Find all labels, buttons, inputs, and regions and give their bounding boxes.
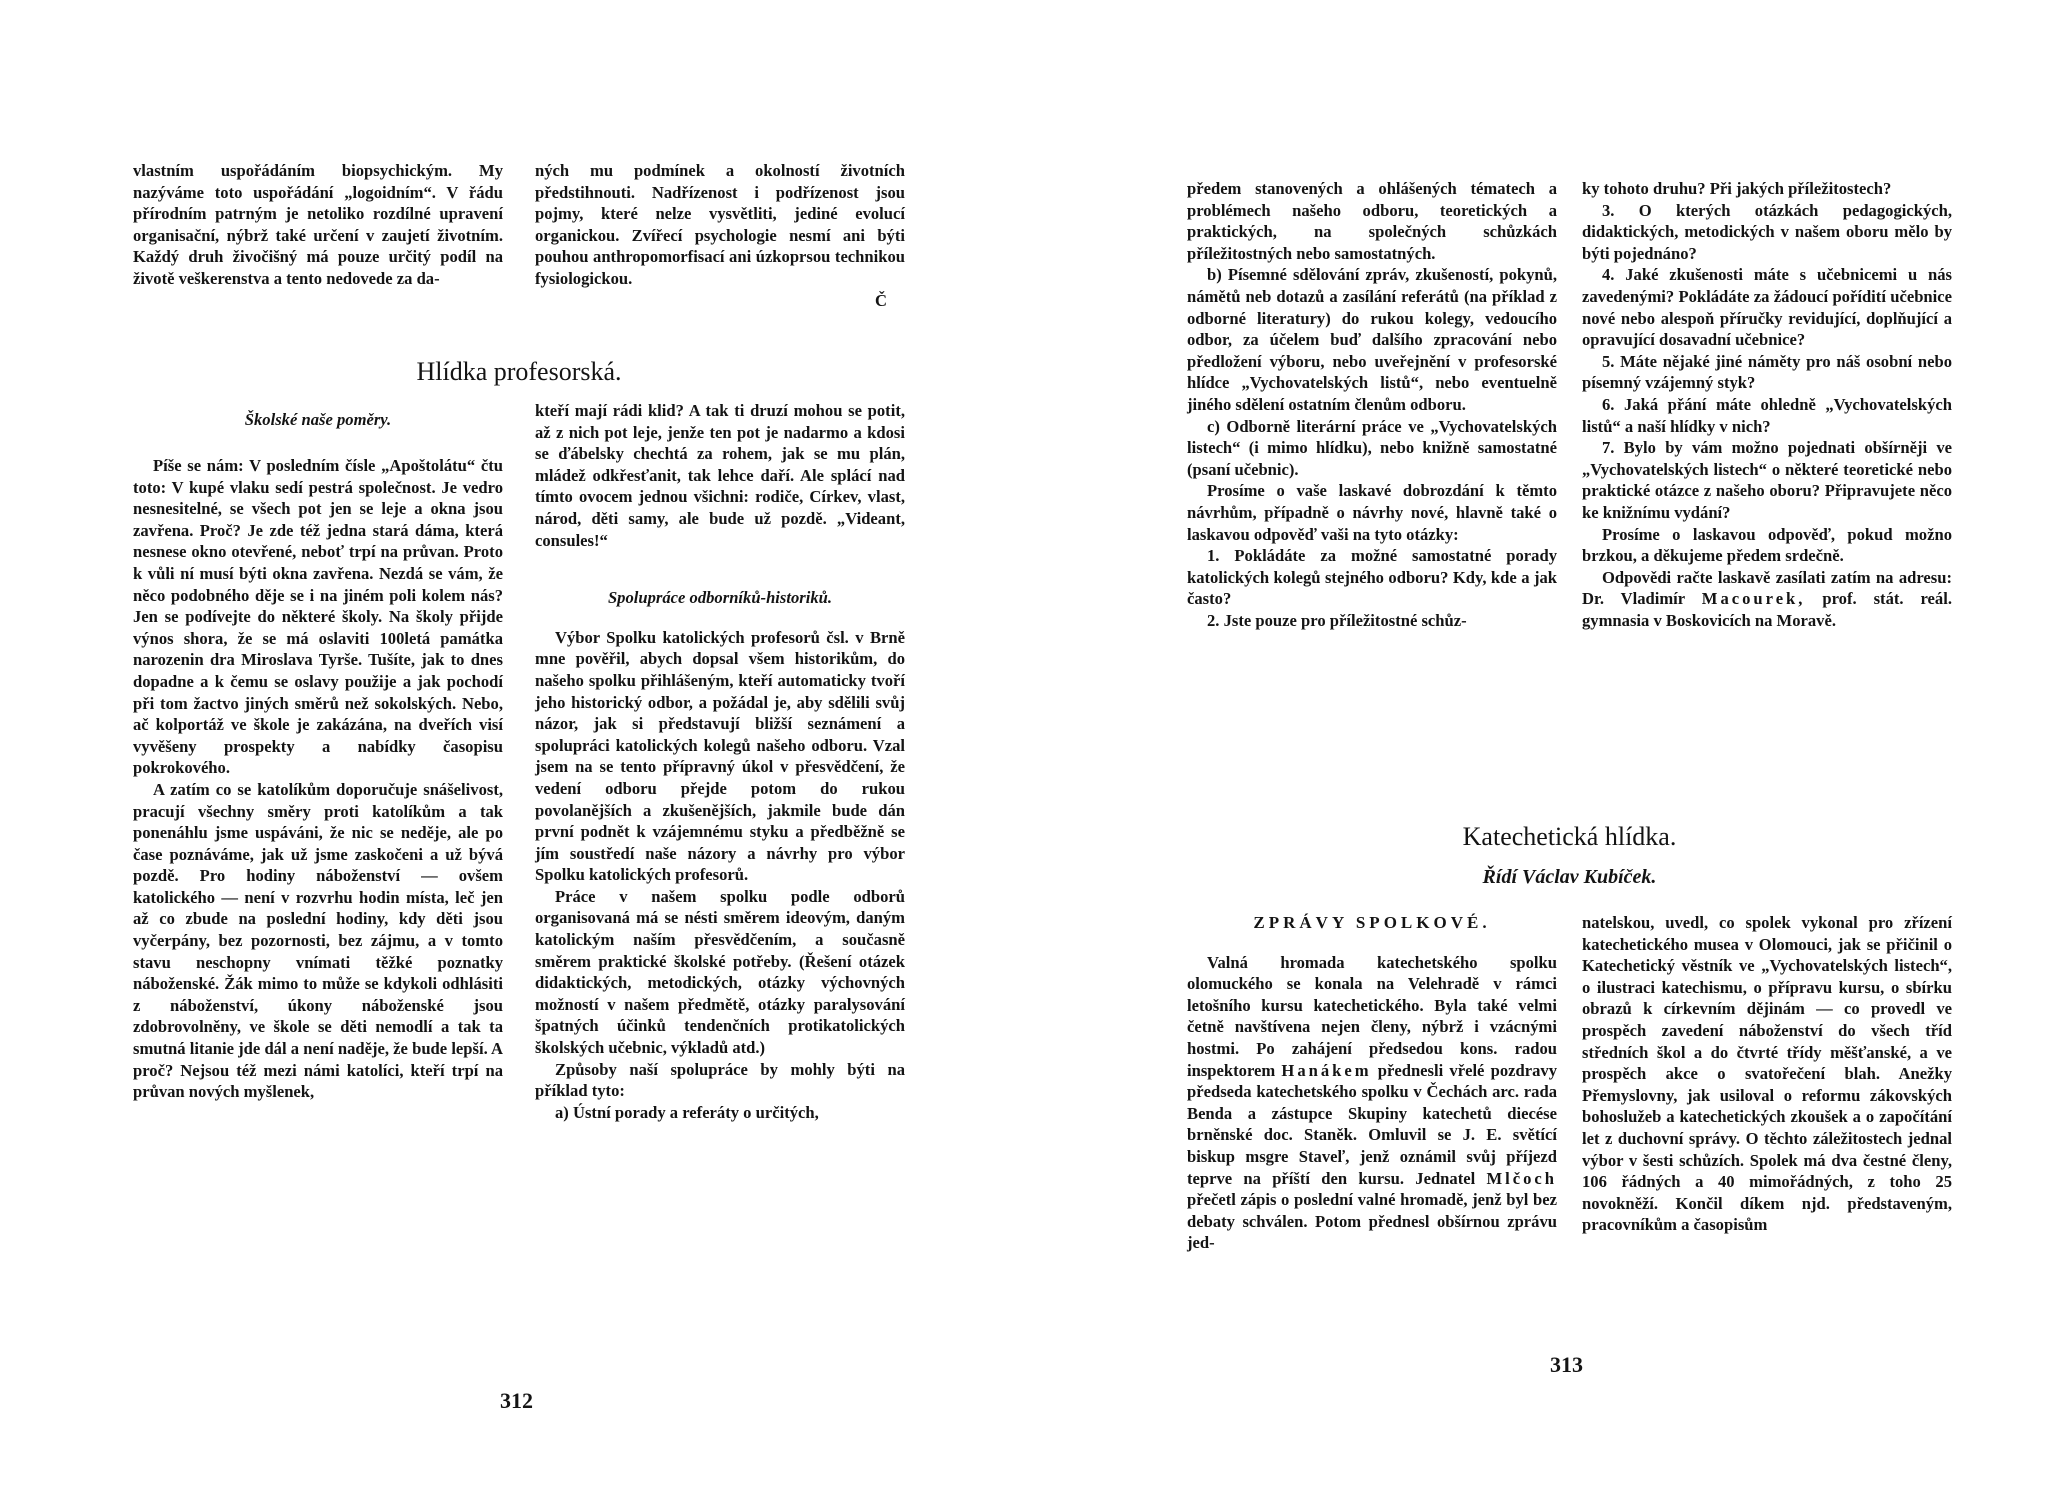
news-lead: Valná hromada katechetského spolku olomuckého: [1187, 952, 1557, 994]
right-col1-paragraph-3: c) Odborně literární práce ve „Vychovatelských listech“ (i mimo hlídku), nebo knižně samostatné (psaní učebnic).: [1187, 416, 1557, 479]
right-page: [1032, 0, 2064, 1500]
left-intro-paragraph-1: vlastním uspořádáním biopsychickým. My nazýváme toto uspořádání „logoidním“. V řádu přírodním patrným je netoliko rozdílné upravení organisační, nýbrž také určení v zaujetí životním. Každý druh živočišný má pouze určitý podíl na životě veškerenstva a tento nedovede za da-: [133, 161, 503, 288]
right-col2-paragraph-2: 3. O kterých otázkách pedagogických, didaktických, metodických v našem oboru mělo by býti pojednáno?: [1582, 200, 1952, 263]
news-text-a: se konala na Velehradě v rámci letošního kursu katechetického. Byla také velmi četně navštívena nejen členy, nýbrž i vzácnými hostmi. Po zahájení předsedou kons. radou inspektorem: [1187, 974, 1557, 1080]
news-paragraph-1: [1187, 952, 1557, 1254]
section-title-hlidka-profesorska: Hlídka profesorská.: [416, 357, 622, 386]
right-col2-paragraph-6: 7. Bylo by vám možno pojednati obšírněji ve „Vychovatelských listech“ o některé teoretické nebo praktické otázce z našeho oboru? Připravujete něco ke knižnímu vydání?: [1582, 438, 1952, 522]
news-paragraph-2: natelskou, uvedl, co spolek vykonal pro zřízení katechetického musea v Olomouci, jak se přičinil o Katechetický věstník ve „Vychovatelských listech“, o ilustraci katechismu, o přípravu kursu, o sbírku obrazů k církevním dějinám — co provedl ve prospěch zavedení náboženství do všech tříd středních škol a do čtvrté třídy měšťanské, a ve prospěch akce o svatořečení blah. Anežky Přemyslovny, jak usiloval o reformu zákovských bohoslužeb a katechetických zkoušek a o započítání let z duchovní správy. O těchto záležitostech jednal výbor v šesti schůzích. Spolek má dva čestné členy, 106 řádných a 40 mimořádných, z toho 25 novokněží. Končil díkem njd. představeným, pracovníkům a časopisům: [1582, 913, 1952, 1235]
left-col2-paragraph-4: Způsoby naší spolupráce by mohly býti na příklad tyto:: [535, 1059, 905, 1101]
news-text-c: přečetl zápis o poslední valné hromadě, jenž byl bez debaty schválen. Potom přednesl obšírnou zprávu jed-: [1187, 1190, 1557, 1253]
right-column-2: [1582, 178, 1952, 631]
right-col2-paragraph-3: 4. Jaké zkušenosti máte s učebnicemi u nás zavedenými? Pokládáte za žádoucí pořídití učebnice nové nebo alespoň příručky revidující, doplňující a opravující dosavadní učebnice?: [1582, 265, 1952, 350]
left-intro-paragraph-2: ných mu podmínek a okolností životních předstihnouti. Nadřízenost i podřízenost jsou pojmy, které nelze vysvětliti, jediné evolucí organickou. Zvířecí psychologie nesmí ani býti pouhou anthropomorfisací ani úzkoprsou technikou fysiologickou.: [535, 161, 905, 288]
left-col2-paragraph-1: kteří mají rádi klid? A tak ti druzí mohou se potit, až z nich pot leje, jenže ten pot je nadarmo a kdosi se ďábelsky chechtá za rohem, jak se mu plán, mládež odkřesťanit, tak lehce daří. Ale splácí nad tímto ovocem jednou všichni: rodiče, Církev, vlast, národ, děti samy, ale bude už pozdě. „Videant, consules!“: [535, 401, 905, 550]
page-number-313: 313: [1550, 1352, 1583, 1377]
right-col2-paragraph-4: 5. Máte nějaké jiné náměty pro náš osobní nebo písemný vzájemný styk?: [1582, 351, 1952, 393]
left-column-2: [535, 400, 905, 1123]
right-col2-paragraph-1: ky tohoto druhu? Při jakých příležitostech?: [1582, 179, 1892, 198]
left-col1-paragraph-2: A zatím co se katolíkům doporučuje snášelivost, pracují všechny směry proti katolíkům a tak ponenáhlu jsme uspáváni, že nic se neděje, ale po čase poznáváme, jak už jsme zaskočeni a už bývá pozdě. Pro hodiny náboženství — ovšem katolického — není v rozvrhu hodin místa, leč jen až co zbude na poslední hodiny, kdy děti jsou vyčerpány, bez pozornosti, bez zájmu, a v tomto stavu neschopny vnímati těžké poznatky náboženské. Žák mimo to může se kdykoli odhlásiti z náboženství, úkony náboženské jsou zdobrovolněny, ve škole se děti nemodlí a tak ta smutná litanie jde dál a není naděje, že bude lepší. A proč? Nejsou též mezi námi katolíci, kteří trpí na průvan nových myšlenek,: [133, 779, 503, 1102]
intro-signature: Č: [875, 290, 887, 310]
left-intro-column-2: [535, 160, 905, 311]
article-title-spoluprace: Spolupráce odborníků-historiků.: [607, 588, 833, 608]
right-col2-paragraph-5: 6. Jaká přání máte ohledně „Vychovatelských listů“ a naší hlídky v nich?: [1582, 394, 1952, 436]
section-title-katecheticka-hlidka: Katechetická hlídka.: [1462, 822, 1677, 851]
right-news-column-2: [1582, 912, 1952, 1236]
right-news-column-1: [1187, 912, 1557, 1254]
right-col1-paragraph-6: 2. Jste pouze pro příležitostné schůz-: [1207, 610, 1467, 630]
page-number-312: 312: [500, 1388, 533, 1413]
address-text-start: Odpovědi račte laskavě zasílati zatím na adresu: Dr. Vladimír: [1582, 567, 1952, 609]
news-text-b: přednesli vřelé pozdravy předseda katechetského spolku v Čechách arc. rada Benda a zástupce Skupiny katechetů diecése brněnské doc. Staněk. Omluvil se J. E. světící biskup msgre Staveľ, jenž oznámil svůj příjezd teprve na příští den kursu. Jednatel: [1187, 1060, 1557, 1188]
editor-line: Řídí Václav Kubíček.: [1482, 866, 1657, 888]
left-column-1: [133, 455, 503, 1103]
right-col2-paragraph-7: Prosíme o laskavou odpověď, pokud možno brzkou, a děkujeme předem srdečně.: [1582, 524, 1952, 566]
right-col1-paragraph-5: 1. Pokládáte za možné samostatné porady katolických kolegů stejného odboru? Kdy, kde a jak často?: [1187, 546, 1557, 609]
right-col2-paragraph-8: [1582, 567, 1952, 632]
left-col2-paragraph-3: Práce v našem spolku podle odborů organisovaná má se nésti směrem ideovým, daným katolickým naším přesvědčením, a současně směrem praktické školské potřeby. (Řešení otázek didaktických, metodických, otázky výchovných možností v našem předmětě, otázky paralysování špatných účinků tendenčních protikatolických školských učebnic, výkladů atd.): [535, 886, 905, 1058]
article-title-skolske-pomery: Školské naše poměry.: [244, 410, 392, 429]
right-col1-paragraph-2: b) Písemné sdělování zpráv, zkušeností, pokynů, námětů neb dotazů a zasílání referátů (na příklad z odborné literatury) do rukou kolegy, vedoucího odbor, za účelem buď dalšího zpracování nebo předložení výboru, nebo uveřejnění v profesorské hlídce „Vychovatelských listů“, nebo eventuelně jiného sdělení ostatním členům odboru.: [1187, 265, 1557, 414]
left-col1-paragraph-1: Píše se nám: V posledním čísle „Apoštolátu“ čtu toto: V kupé vlaku sedí pestrá společnost. Je vedro nesnesitelné, se všech pot jen se leje a okna jsou zavřena. Proč? Je zde též jedna stará dáma, která nesnese okno otevřené, neboť trpí na průvan. Proto k vůli ní musí býti okna zavřena. Nezdá se vám, že něco podobného děje se i na jiném poli kolem nás? Jen se podívejte do některé školy. Na školy přijde výnos shora, že se má oslaviti 100letá památka narozenin dra Miroslava Tyrše. Tušíte, jak to dnes dopadne a k čemu se oslavy použije a jak pochodí při tom žactvo jiných směrů než sokolských. Nebo, ač kolportáž ve škole je zakázána, na dveřích visí vyvěšeny prospekty a nabídky časopisu pokrokového.: [133, 456, 503, 778]
news-heading: ZPRÁVY SPOLKOVÉ.: [1253, 913, 1491, 932]
left-intro-column-1: [133, 160, 503, 290]
right-col1-paragraph-1: předem stanovených a ohlášených tématech a problémech našeho odboru, teoretických a praktických, na společných schůzkách příležitostných nebo samostatných.: [1187, 179, 1557, 263]
right-col1-paragraph-4: Prosíme o vaše laskavé dobrozdání k těmto návrhům, případně o návrhy nové, hlavně také o laskavou odpověď vaši na tyto otázky:: [1187, 481, 1557, 544]
address-name: Macourek,: [1701, 589, 1806, 609]
right-column-1: [1187, 178, 1557, 631]
news-name-mlcoch: Mlčoch: [1486, 1168, 1557, 1188]
left-col2-paragraph-2: Výbor Spolku katolických profesorů čsl. v Brně mne pověřil, abych dopsal všem historikům, do našeho spolku přihlášeným, kteří automaticky tvoří jeho historický odbor, a požádal je, aby sdělili svůj názor, jak si představují bližší seznámení a spolupráci katolických kolegů našeho odboru. Vzal jsem na se tento přípravný úkol v přesvědčení, že vedení odboru přejde potom do rukou povolanějších a zkušenějších, jakmile bude dán první podnět k vzájemnému styku a předběžně se jím soustředí naše názory a návrhy pro výbor Spolku katolických profesorů.: [535, 627, 905, 885]
news-name-hanakem: Hanákem: [1281, 1060, 1372, 1080]
address-text-end: prof. stát. reál. gymnasia v Boskovicích na Moravě.: [1582, 589, 1952, 630]
left-col2-paragraph-5: a) Ústní porady a referáty o určitých,: [555, 1102, 819, 1122]
